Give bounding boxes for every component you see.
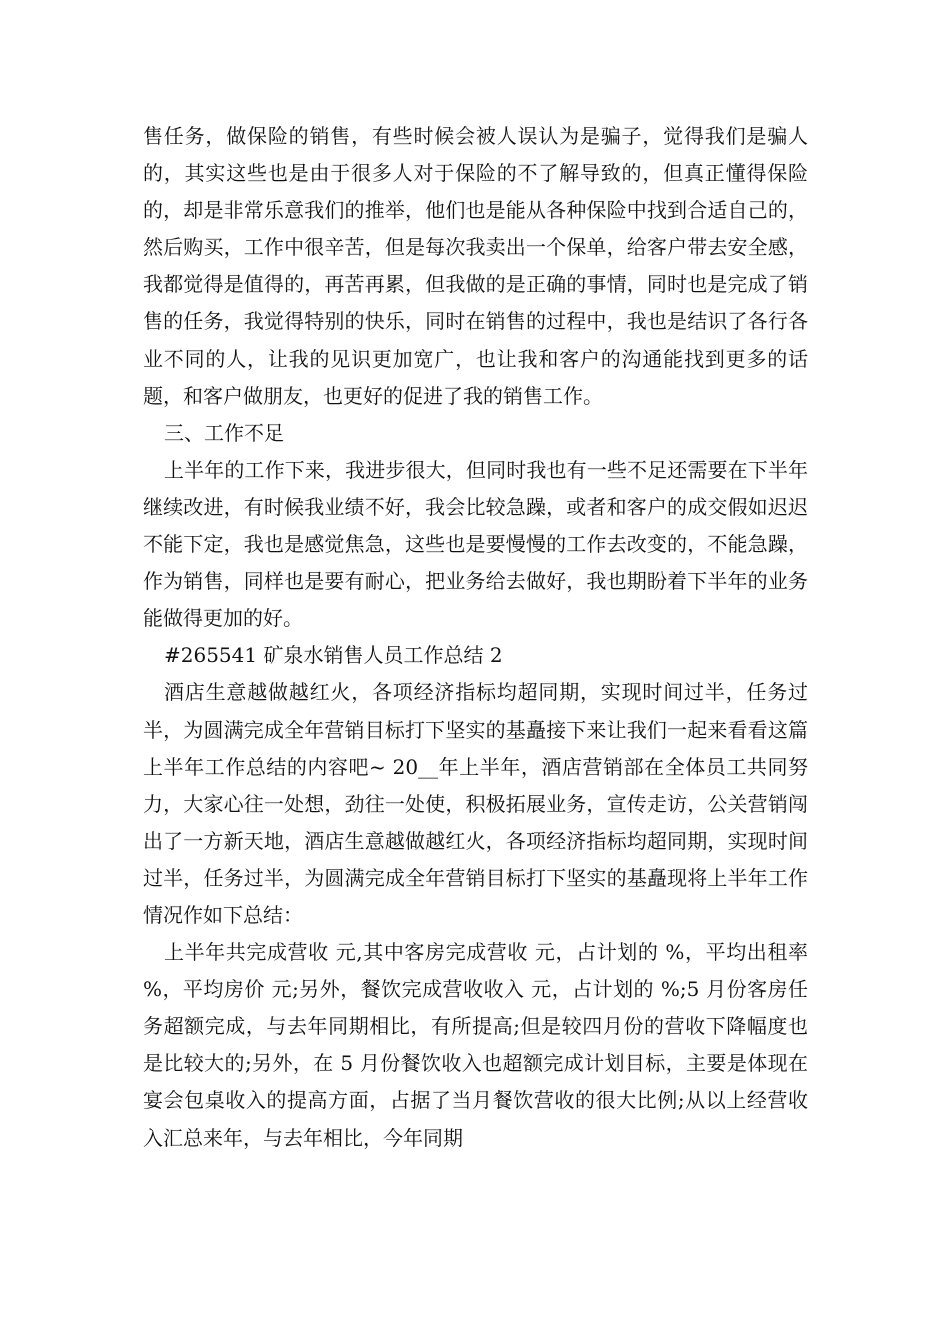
article-title: #265541 矿泉水销售人员工作总结 2 (164, 643, 503, 668)
document-body (143, 118, 808, 1157)
paragraph-hotel-intro: 酒店生意越做越红火，各项经济指标均超同期，实现时间过半，任务过半，为圆满完成全年营销目标打下坚实的基矗接下来让我们一起来看看这篇上半年工作总结的内容吧~ 20__年上半年，酒店营销部在全体员工共同努力，大家心往一处想，劲往一处使，积极拓展业务，宣传走访，公关营销闯出了一方新天地，酒店生意越做越红火，各项经济指标均超同期，实现时间过半，任务过半，为圆满完成全年营销目标打下坚实的基矗现将上半年工作情况作如下总结： (143, 680, 808, 927)
paragraph-revenue-summary: 上半年共完成营收 元,其中客房完成营收 元，占计划的 %，平均出租率 %，平均房价 元;另外，餐饮完成营收收入 元，占计划的 %;5 月份客房任务超额完成，与去年同期相比，有所提高;但是较四月份的营收下降幅度也是比较大的;另外，在 5 月份餐饮收入也超额完成计划目标，主要是体现在宴会包桌收入的提高方面，占据了当月餐饮营收的很大比例;从以上经营收入汇总来年，与去年相比，今年同期 (143, 940, 808, 1150)
section-heading-shortcomings: 三、工作不足 (164, 420, 284, 445)
paragraph-insurance-sales: 售任务，做保险的销售，有些时候会被人误认为是骗子，觉得我们是骗人的，其实这些也是由于很多人对于保险的不了解导致的，但真正懂得保险的，却是非常乐意我们的推举，他们也是能从各种保险中找到合适自己的，然后购买，工作中很辛苦，但是每次我卖出一个保单，给客户带去安全感，我都觉得是值得的，再苦再累，但我做的是正确的事情，同时也是完成了销售的任务，我觉得特别的快乐，同时在销售的过程中，我也是结识了各行各业不同的人，让我的见识更加宽广，也让我和客户的沟通能找到更多的话题，和客户做朋友，也更好的促进了我的销售工作。 (143, 124, 808, 408)
paragraph-shortcomings: 上半年的工作下来，我进步很大，但同时我也有一些不足还需要在下半年继续改进，有时候我业绩不好，我会比较急躁，或者和客户的成交假如迟迟不能下定，我也是感觉焦急，这些也是要慢慢的工作去改变的，不能急躁，作为销售，同样也是要有耐心，把业务给去做好，我也期盼着下半年的业务能做得更加的好。 (143, 457, 808, 631)
